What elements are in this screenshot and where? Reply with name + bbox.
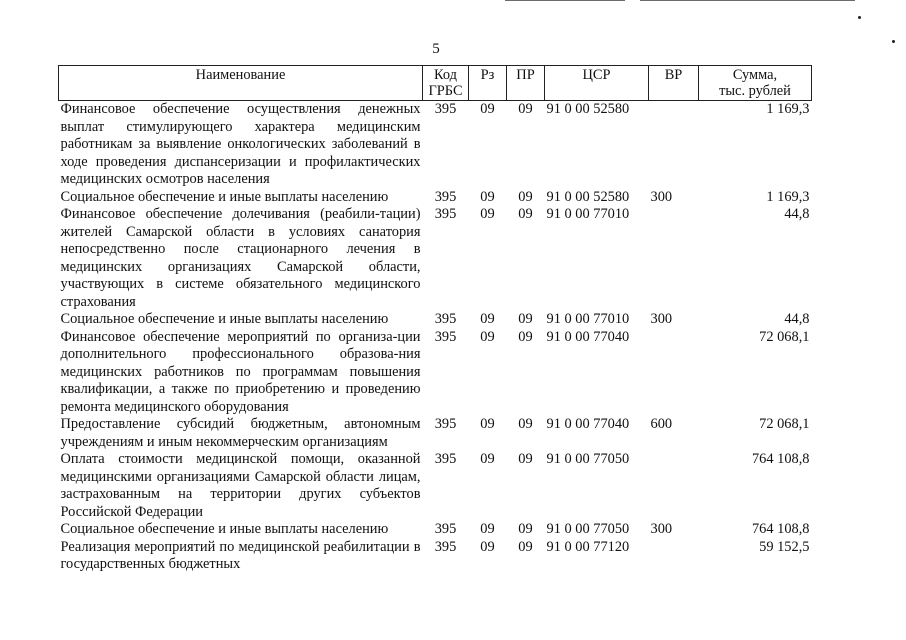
row-grbs: 395: [434, 451, 457, 467]
row-vr: [649, 329, 699, 417]
row-rz: 09: [480, 451, 495, 467]
row-grbs: 395: [434, 416, 457, 432]
row-vr: 600: [650, 416, 673, 432]
row-pr: 09: [518, 188, 533, 205]
row-sum: 1 169,3: [766, 188, 810, 205]
column-header-sum-line2: тыс. рублей: [719, 83, 791, 99]
row-sum: 44,8: [784, 206, 810, 222]
row-grbs: 395: [434, 188, 457, 205]
row-rz: 09: [480, 521, 495, 537]
row-rz: 09: [480, 538, 495, 555]
row-rz: 09: [480, 328, 495, 345]
budget-table: [58, 65, 812, 574]
table-row: [59, 311, 812, 329]
table-row: [59, 101, 812, 189]
scan-speck: [892, 40, 895, 43]
row-vr: 300: [650, 521, 673, 537]
row-pr: 09: [518, 101, 533, 117]
row-rz: 09: [480, 416, 495, 432]
column-header-name: Наименование: [59, 66, 423, 101]
row-vr: 300: [650, 311, 673, 327]
row-vr: [649, 539, 699, 574]
row-vr: 300: [650, 188, 673, 205]
row-rz: 09: [480, 188, 495, 205]
row-csr: 91 0 00 77050: [546, 451, 630, 467]
row-pr: 09: [518, 538, 533, 555]
scan-edge-line: [505, 0, 625, 1]
row-name: Социальное обеспечение и иные выплаты населению: [60, 521, 389, 537]
row-name: Социальное обеспечение и иные выплаты населению: [60, 311, 389, 327]
row-csr: 91 0 00 77010: [546, 206, 630, 222]
row-csr: 91 0 00 52580: [546, 101, 630, 117]
page-number: 5: [432, 41, 440, 57]
row-name: Финансовое обеспечение долечивания (реабили-тации) жителей Самарской области в условиях санатория непосредственно после стационарного лечения в медицинских организациях Самарской области, участвующих в системе обязательного медицинского страхования: [60, 206, 421, 310]
table-header-row: [59, 66, 812, 101]
row-sum: 59 152,5: [759, 538, 810, 555]
scan-speck: [858, 16, 861, 19]
row-name: Реализация мероприятий по медицинской реабилитации в государственных бюджетных: [60, 538, 421, 572]
row-csr: 91 0 00 52580: [546, 188, 630, 205]
column-header-grbs-line1: Код: [434, 67, 457, 83]
row-sum: 72 068,1: [759, 328, 810, 345]
column-header-csr: ЦСР: [545, 66, 649, 101]
row-csr: 91 0 00 77120: [546, 538, 630, 555]
row-pr: 09: [518, 451, 533, 467]
row-pr: 09: [518, 328, 533, 345]
row-sum: 1 169,3: [766, 101, 810, 117]
row-grbs: 395: [434, 206, 457, 222]
row-sum: 44,8: [784, 311, 810, 327]
table-row: [59, 416, 812, 451]
row-pr: 09: [518, 206, 533, 222]
table-row: [59, 329, 812, 417]
row-grbs: 395: [434, 328, 457, 345]
column-header-rz: Рз: [469, 66, 507, 101]
row-name: Финансовое обеспечение осуществления денежных выплат стимулирующего характера медицинским работникам за выявление онкологических заболеваний в ходе проведения диспансеризации и профилактических медицинских осмотров населения: [60, 101, 421, 187]
row-vr: [649, 101, 699, 189]
row-grbs: 395: [434, 101, 457, 117]
row-pr: 09: [518, 521, 533, 537]
row-grbs: 395: [434, 521, 457, 537]
scan-edge-line: [640, 0, 855, 1]
column-header-sum: [699, 66, 812, 101]
table-row: [59, 451, 812, 521]
row-name: Социальное обеспечение и иные выплаты населению: [60, 188, 389, 205]
row-name: Финансовое обеспечение мероприятий по организа-ции дополнительного профессионального образова-ния медицинских работников по программам повышения квалификации, а также по приобретению и проведению ремонта медицинского оборудования: [60, 328, 421, 415]
column-header-grbs-line2: ГРБС: [428, 83, 463, 99]
row-grbs: 395: [434, 538, 457, 555]
row-vr: [649, 451, 699, 521]
row-csr: 91 0 00 77050: [546, 521, 630, 537]
row-csr: 91 0 00 77040: [546, 416, 630, 432]
row-pr: 09: [518, 416, 533, 432]
column-header-vr: ВР: [649, 66, 699, 101]
row-sum: 764 108,8: [751, 521, 810, 537]
row-csr: 91 0 00 77010: [546, 311, 630, 327]
table-row: [59, 521, 812, 539]
table-row: [59, 189, 812, 207]
table-row: [59, 539, 812, 574]
column-header-pr: ПР: [507, 66, 545, 101]
row-name: Предоставление субсидий бюджетным, автономным учреждениям и иным некоммерческим организациям: [60, 416, 421, 450]
column-header-sum-line1: Сумма,: [732, 67, 778, 83]
row-name: Оплата стоимости медицинской помощи, оказанной медицинскими организациями Самарской области лицам, застрахованным на территории других субъектов Российской Федерации: [60, 451, 421, 520]
row-csr: 91 0 00 77040: [546, 328, 630, 345]
row-pr: 09: [518, 311, 533, 327]
row-vr: [649, 206, 699, 311]
row-rz: 09: [480, 101, 495, 117]
column-header-grbs: [423, 66, 469, 101]
table-row: [59, 206, 812, 311]
row-rz: 09: [480, 206, 495, 222]
row-sum: 72 068,1: [759, 416, 810, 432]
row-grbs: 395: [434, 311, 457, 327]
row-sum: 764 108,8: [751, 451, 810, 467]
row-rz: 09: [480, 311, 495, 327]
